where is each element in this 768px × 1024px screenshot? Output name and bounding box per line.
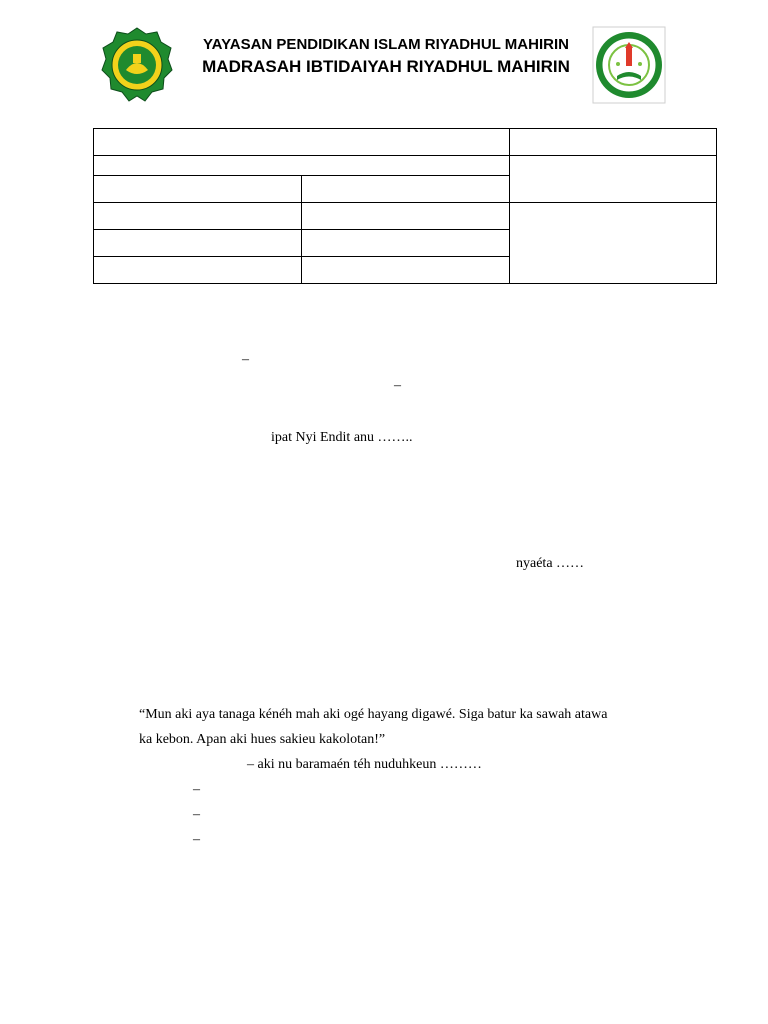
school-emblem-icon <box>100 26 174 104</box>
question-text: ipat Nyi Endit anu …….. <box>271 430 413 445</box>
form-field-row-2[interactable] <box>93 155 510 176</box>
answer-option-mark: – <box>193 807 200 822</box>
answer-option-mark: – <box>193 782 200 797</box>
quote-line: ka kebon. Apan aki hues sakieu kakolotan!” <box>139 732 386 747</box>
dash-mark: – <box>394 378 401 393</box>
form-field-signature-box[interactable] <box>509 202 717 284</box>
form-field-value-3[interactable] <box>301 229 510 257</box>
form-field-score-box[interactable] <box>509 155 717 203</box>
question-text: nyaéta …… <box>516 556 585 571</box>
form-field-label-2[interactable] <box>93 202 302 230</box>
foundation-emblem-icon <box>592 26 666 104</box>
form-field-value-1[interactable] <box>301 175 510 203</box>
form-field-value-2[interactable] <box>301 202 510 230</box>
foundation-name: YAYASAN PENDIDIKAN ISLAM RIYADHUL MAHIRIN <box>203 36 569 53</box>
student-info-form <box>93 128 717 284</box>
question-text: – aki nu baramaén téh nuduhkeun ……… <box>247 757 482 772</box>
form-field-label-4[interactable] <box>93 256 302 284</box>
form-field-label-3[interactable] <box>93 229 302 257</box>
form-field-value-4[interactable] <box>301 256 510 284</box>
form-field-label-1[interactable] <box>93 175 302 203</box>
answer-option-mark: – <box>193 832 200 847</box>
school-name: MADRASAH IBTIDAIYAH RIYADHUL MAHIRIN <box>202 57 570 76</box>
form-field-score-label[interactable] <box>509 128 717 156</box>
form-field-row-1[interactable] <box>93 128 510 156</box>
quote-line: “Mun aki aya tanaga kénéh mah aki ogé hayang digawé. Siga batur ka sawah atawa <box>139 707 608 722</box>
dash-mark: – <box>242 352 249 367</box>
